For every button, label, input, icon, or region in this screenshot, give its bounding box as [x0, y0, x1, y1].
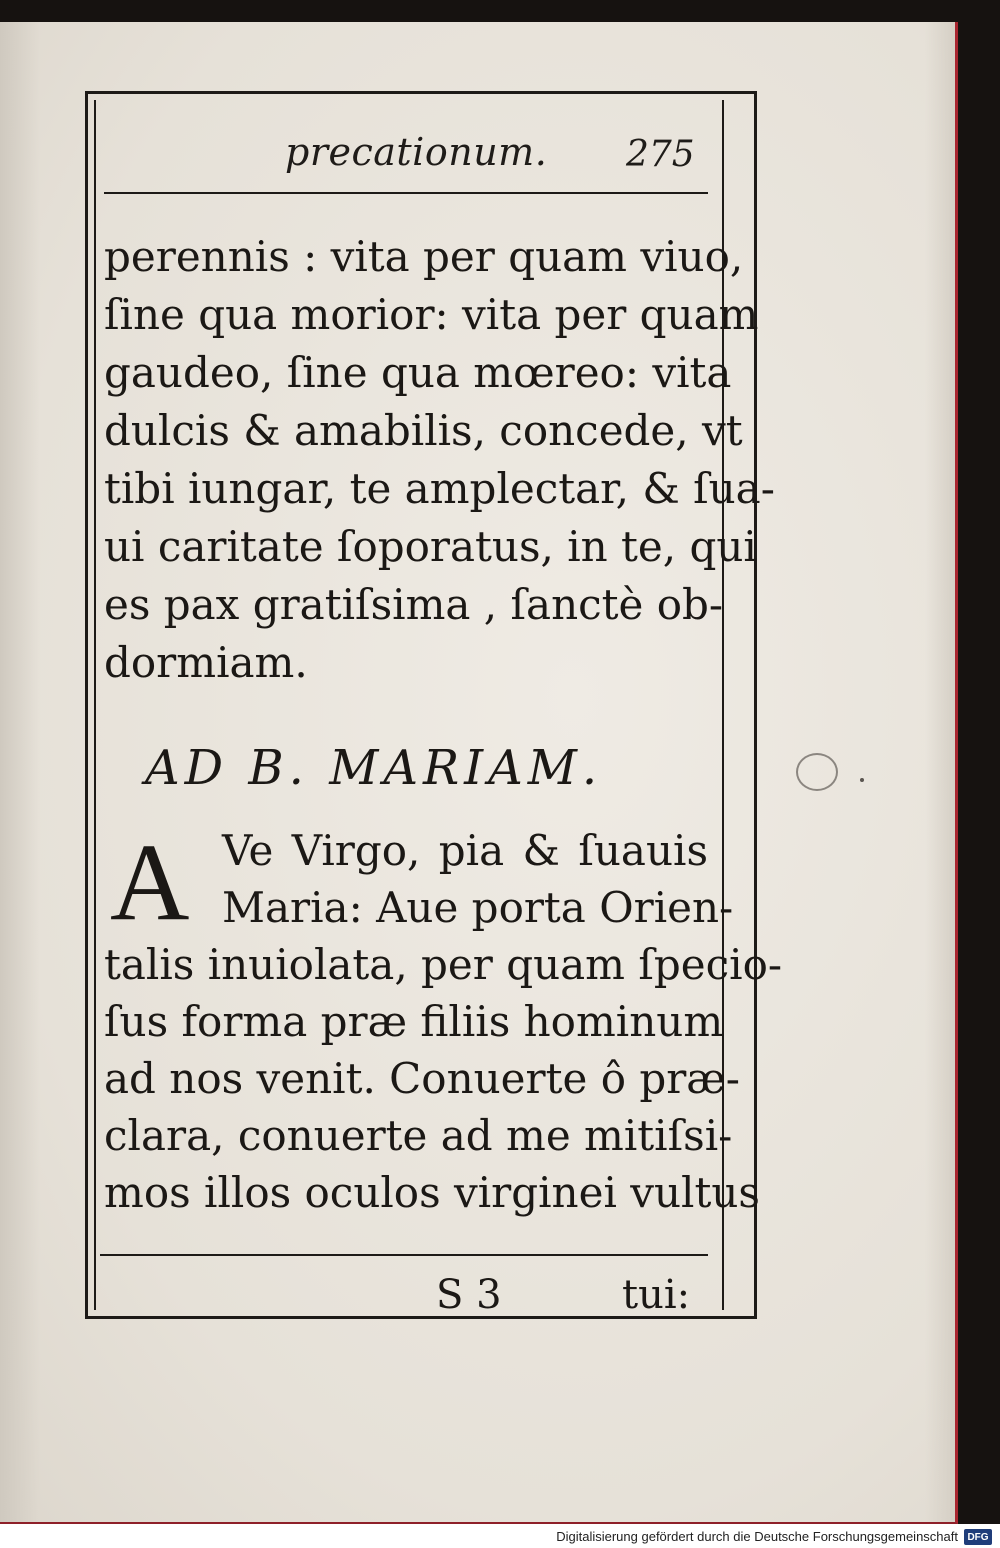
text-line: dormiam.	[104, 638, 308, 687]
text-line: talis inuiolata, per quam ſpecio-	[104, 940, 783, 989]
page-number: 275	[626, 134, 695, 175]
text-line: ſine qua morior: vita per quam	[104, 290, 759, 339]
text-line: gaudeo, ſine qua mœreo: vita	[104, 348, 732, 397]
text-line: Ve Virgo, pia & ſuauis	[222, 826, 708, 875]
footer-strip	[0, 1524, 1000, 1548]
dfg-logo: DFG	[964, 1529, 992, 1545]
pencil-circle-mark	[796, 753, 838, 791]
running-head: precationum.	[285, 130, 548, 174]
text-line: es pax gratiſsima , ſanctè ob-	[104, 580, 724, 629]
header-rule	[104, 192, 708, 194]
prayer-text	[104, 822, 783, 1221]
page-gutter-shadow	[0, 22, 40, 1522]
page-edge-shadow	[925, 22, 955, 1522]
text-line: clara, conuerte ad me mitiſsi-	[104, 1111, 733, 1160]
text-line: ſus forma præ filiis hominum	[104, 997, 724, 1046]
text-line: ui caritate ſoporatus, in te, qui	[104, 522, 757, 571]
text-line: mos illos oculos virginei vultus	[104, 1168, 760, 1217]
pencil-dot-mark	[860, 778, 864, 782]
catchword: tui:	[622, 1272, 691, 1318]
text-line: perennis : vita per quam viuo,	[104, 232, 744, 281]
text-line: dulcis & amabilis, concede, vt	[104, 406, 743, 455]
footer-rule	[100, 1254, 708, 1256]
drop-cap: A	[110, 821, 190, 943]
body-text	[104, 228, 775, 692]
funding-credit: Digitalisierung gefördert durch die Deutsche Forschungsgemeinschaft	[556, 1529, 958, 1544]
text-line: ad nos venit. Conuerte ô præ-	[104, 1054, 740, 1103]
section-heading: AD B. MARIAM.	[145, 740, 603, 796]
text-line: Maria: Aue porta Orien-	[222, 883, 734, 932]
signature-mark: S 3	[436, 1272, 502, 1318]
text-line: tibi iungar, te amplectar, & ſua-	[104, 464, 775, 513]
